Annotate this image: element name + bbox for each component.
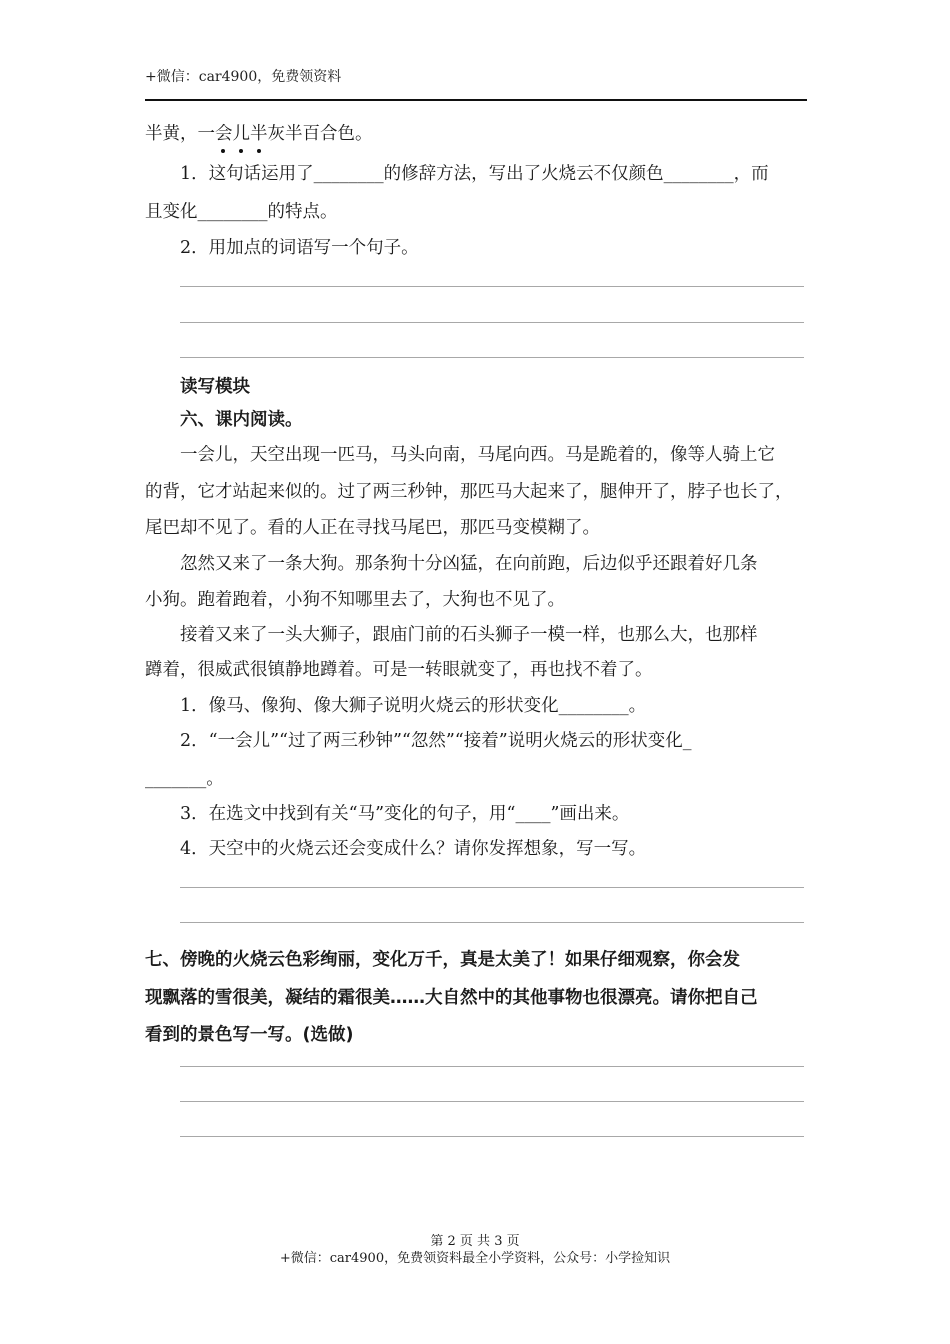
answer-line (180, 1101, 804, 1102)
passage-para3-line1: 接着又来了一头大狮子，跟庙门前的石头狮子一模一样，也那么大，也那样 (180, 625, 758, 645)
page-number: 第 2 页 共 3 页 (430, 1234, 520, 1249)
section-6-heading: 六、课内阅读。 (180, 410, 303, 430)
section-7-line2: 现飘落的雪很美，凝结的霜很美……大自然中的其他事物也很漂亮。请你把自己 (145, 988, 758, 1008)
emphasis-dot (257, 149, 261, 153)
passage-para2-line2: 小狗。跑着跑着，小狗不知哪里去了，大狗也不见了。 (145, 590, 565, 610)
passage-para2-line1: 忽然又来了一条大狗。那条狗十分凶猛，在向前跑，后边似乎还跟着好几条 (180, 554, 758, 574)
question-6-2-line2: _______。 (145, 769, 224, 789)
passage-tail: 半黄，一会儿半灰半百合色。 (145, 124, 373, 144)
answer-line (180, 357, 804, 358)
answer-line (180, 922, 804, 923)
question-6-3: 3．在选文中找到有关“马”变化的句子，用“____”画出来。 (180, 804, 630, 824)
question-6-1: 1．像马、像狗、像大狮子说明火烧云的形状变化________。 (180, 696, 647, 716)
answer-line (180, 1136, 804, 1137)
passage-para1-line3: 尾巴却不见了。看的人正在寻找马尾巴，那匹马变模糊了。 (145, 518, 600, 538)
question-6-2-line1: 2．“一会儿”“过了两三秒钟”“忽然”“接着”说明火烧云的形状变化_ (180, 731, 692, 751)
section-7-line3: 看到的景色写一写。(选做) (145, 1025, 354, 1045)
question-5-1-line2: 且变化________的特点。 (145, 202, 338, 222)
passage-para1-line2: 的背，它才站起来似的。过了两三秒钟，那匹马大起来了，腿伸开了，脖子也长了， (145, 482, 793, 502)
answer-line (180, 322, 804, 323)
emphasis-dot (239, 149, 243, 153)
question-6-4: 4．天空中的火烧云还会变成什么？请你发挥想象，写一写。 (180, 839, 647, 859)
answer-line (180, 887, 804, 888)
footer-text: +微信：car4900，免费领资料最全小学资料，公众号：小学捡知识 (279, 1251, 671, 1266)
passage-para3-line2: 蹲着，很威武很镇静地蹲着。可是一转眼就变了，再也找不着了。 (145, 660, 653, 680)
answer-line (180, 286, 804, 287)
passage-para1-line1: 一会儿，天空出现一匹马，马头向南，马尾向西。马是跪着的，像等人骑上它 (180, 445, 775, 465)
header-text: +微信：car4900，免费领资料 (145, 69, 342, 85)
question-5-2: 2．用加点的词语写一个句子。 (180, 238, 419, 258)
module-title: 读写模块 (180, 377, 250, 397)
header-rule (145, 99, 807, 101)
question-5-1-line1: 1．这句话运用了________的修辞方法，写出了火烧云不仅颜色________，而 (180, 164, 769, 184)
section-7-line1: 七、傍晚的火烧云色彩绚丽，变化万千，真是太美了！如果仔细观察，你会发 (145, 950, 740, 970)
answer-line (180, 1066, 804, 1067)
emphasis-dot (221, 149, 225, 153)
